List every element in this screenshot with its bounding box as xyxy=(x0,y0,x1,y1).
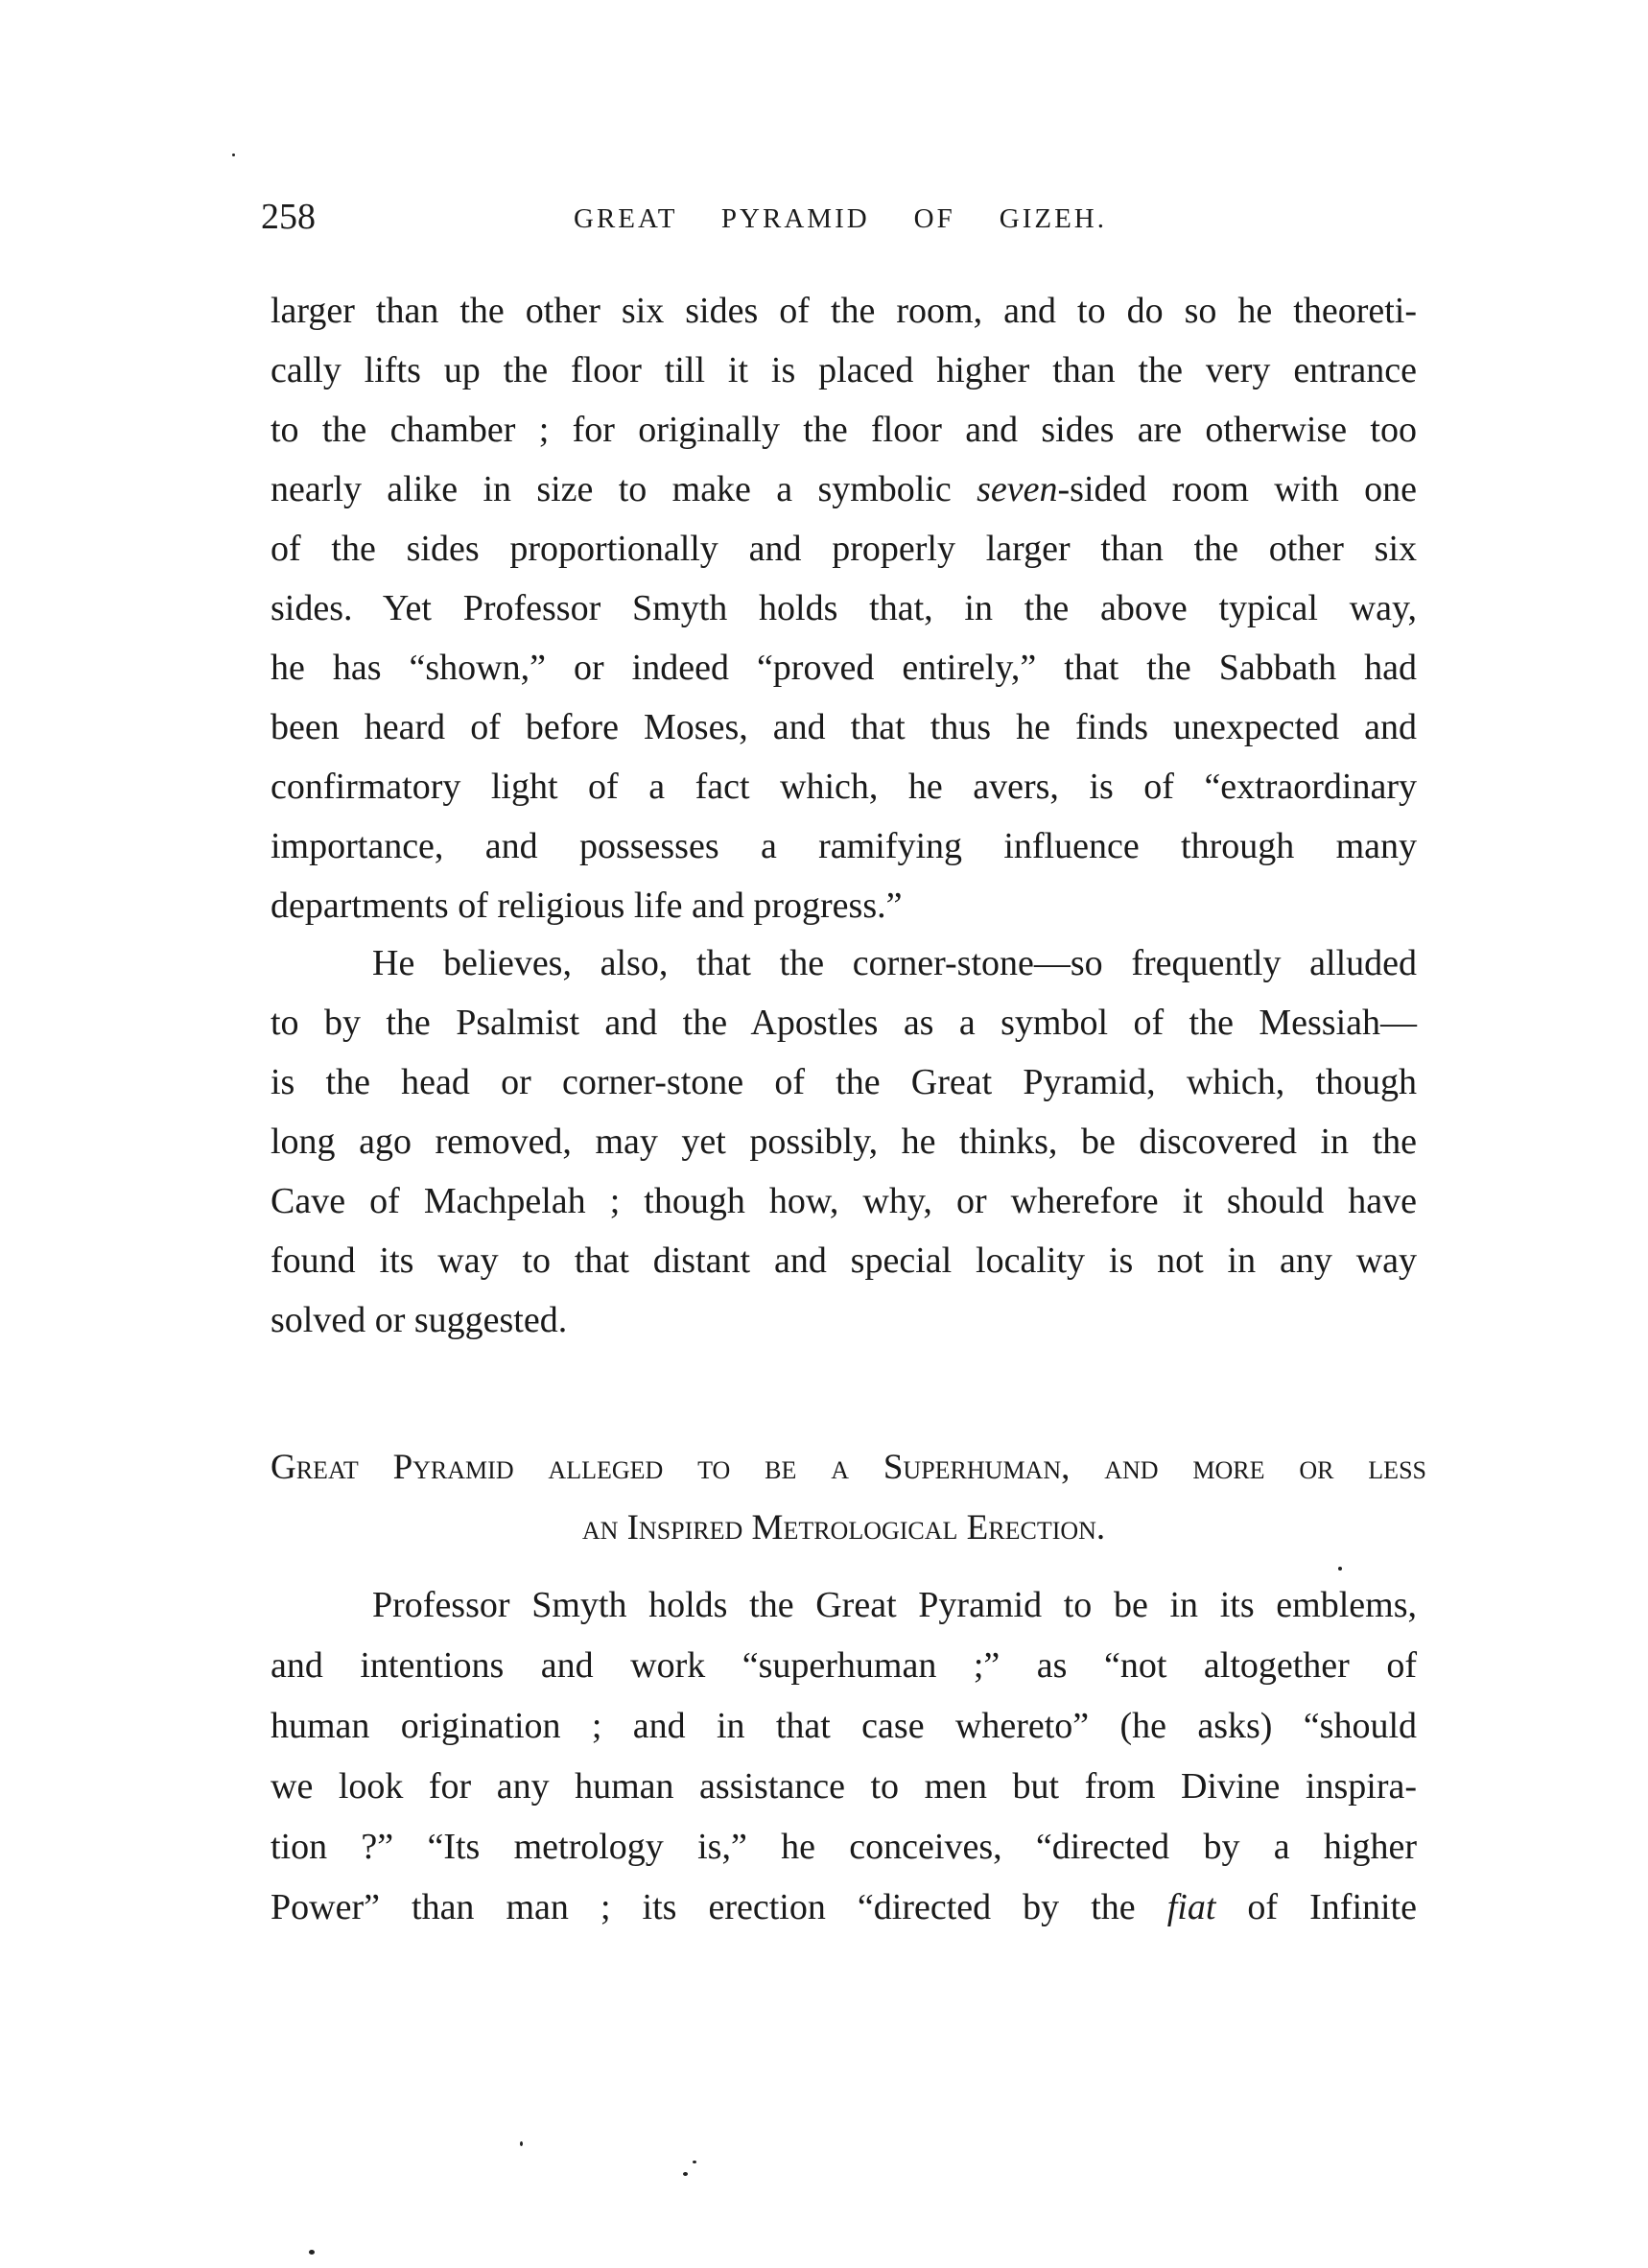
text-line: found its way to that distant and special locality is not in any way xyxy=(271,1240,1417,1281)
text-line: of the sides proportionally and properly larger than the other six xyxy=(271,529,1417,569)
scan-speck xyxy=(693,2161,696,2163)
running-title: GREAT PYRAMID OF GIZEH. xyxy=(574,203,1107,234)
text-line: Cave of Machpelah ; though how, why, or wherefore it should have xyxy=(271,1181,1417,1221)
text-line: been heard of before Moses, and that thus he finds unexpected and xyxy=(271,707,1417,747)
text-line: is the head or corner-stone of the Great Pyramid, which, though xyxy=(271,1062,1417,1102)
text-line: He believes, also, that the corner-stone—so frequently alluded xyxy=(372,943,1417,983)
text-segment: -sided room with one xyxy=(1057,469,1417,509)
scan-speck xyxy=(232,154,235,156)
text-line: confirmatory light of a fact which, he avers, is of “extraordinary xyxy=(271,767,1417,807)
text-line: larger than the other six sides of the room, and to do so he theoreti- xyxy=(271,291,1417,331)
text-line: and intentions and work “superhuman ;” as “not altogether of xyxy=(271,1645,1417,1686)
text-line: cally lifts up the floor till it is placed higher than the very entrance xyxy=(271,350,1417,390)
scan-speck xyxy=(1338,1567,1342,1571)
text-segment: nearly alike in size to make a symbolic xyxy=(271,469,977,509)
text-line: long ago removed, may yet possibly, he thinks, be discovered in the xyxy=(271,1122,1417,1162)
text-line xyxy=(271,460,1417,519)
text-line: importance, and possesses a ramifying influence through many xyxy=(271,826,1417,866)
text-segment: Power” than man ; its erection “directed by the xyxy=(271,1887,1167,1927)
scan-speck xyxy=(520,2141,523,2146)
text-line: we look for any human assistance to men but from Divine inspira- xyxy=(271,1766,1417,1807)
text-line: human origination ; and in that case whereto” (he asks) “should xyxy=(271,1706,1417,1746)
italic-word: seven xyxy=(977,469,1058,509)
text-line: he has “shown,” or indeed “proved entirely,” that the Sabbath had xyxy=(271,648,1417,688)
scan-speck xyxy=(309,2250,315,2255)
text-line xyxy=(271,1878,1417,1937)
text-line: sides. Yet Professor Smyth holds that, in the above typical way, xyxy=(271,588,1417,628)
section-heading-line-2: an Inspired Metrological Erection. xyxy=(581,1508,1106,1547)
italic-word: fiat xyxy=(1166,1887,1216,1927)
text-line: to by the Psalmist and the Apostles as a symbol of the Messiah— xyxy=(271,1003,1417,1043)
text-line: tion ?” “Its metrology is,” he conceives, “directed by a higher xyxy=(271,1827,1417,1867)
text-segment: of Infinite xyxy=(1215,1887,1417,1927)
text-line: departments of religious life and progress.” xyxy=(271,886,903,926)
page-number: 258 xyxy=(261,197,316,237)
text-line: to the chamber ; for originally the floor and sides are otherwise too xyxy=(271,410,1417,450)
text-line: Professor Smyth holds the Great Pyramid to be in its emblems, xyxy=(372,1585,1417,1625)
scan-speck xyxy=(683,2172,688,2176)
section-heading-line-1: Great Pyramid alleged to be a Superhuman, and more or less xyxy=(271,1448,1426,1487)
text-line: solved or suggested. xyxy=(271,1300,568,1340)
